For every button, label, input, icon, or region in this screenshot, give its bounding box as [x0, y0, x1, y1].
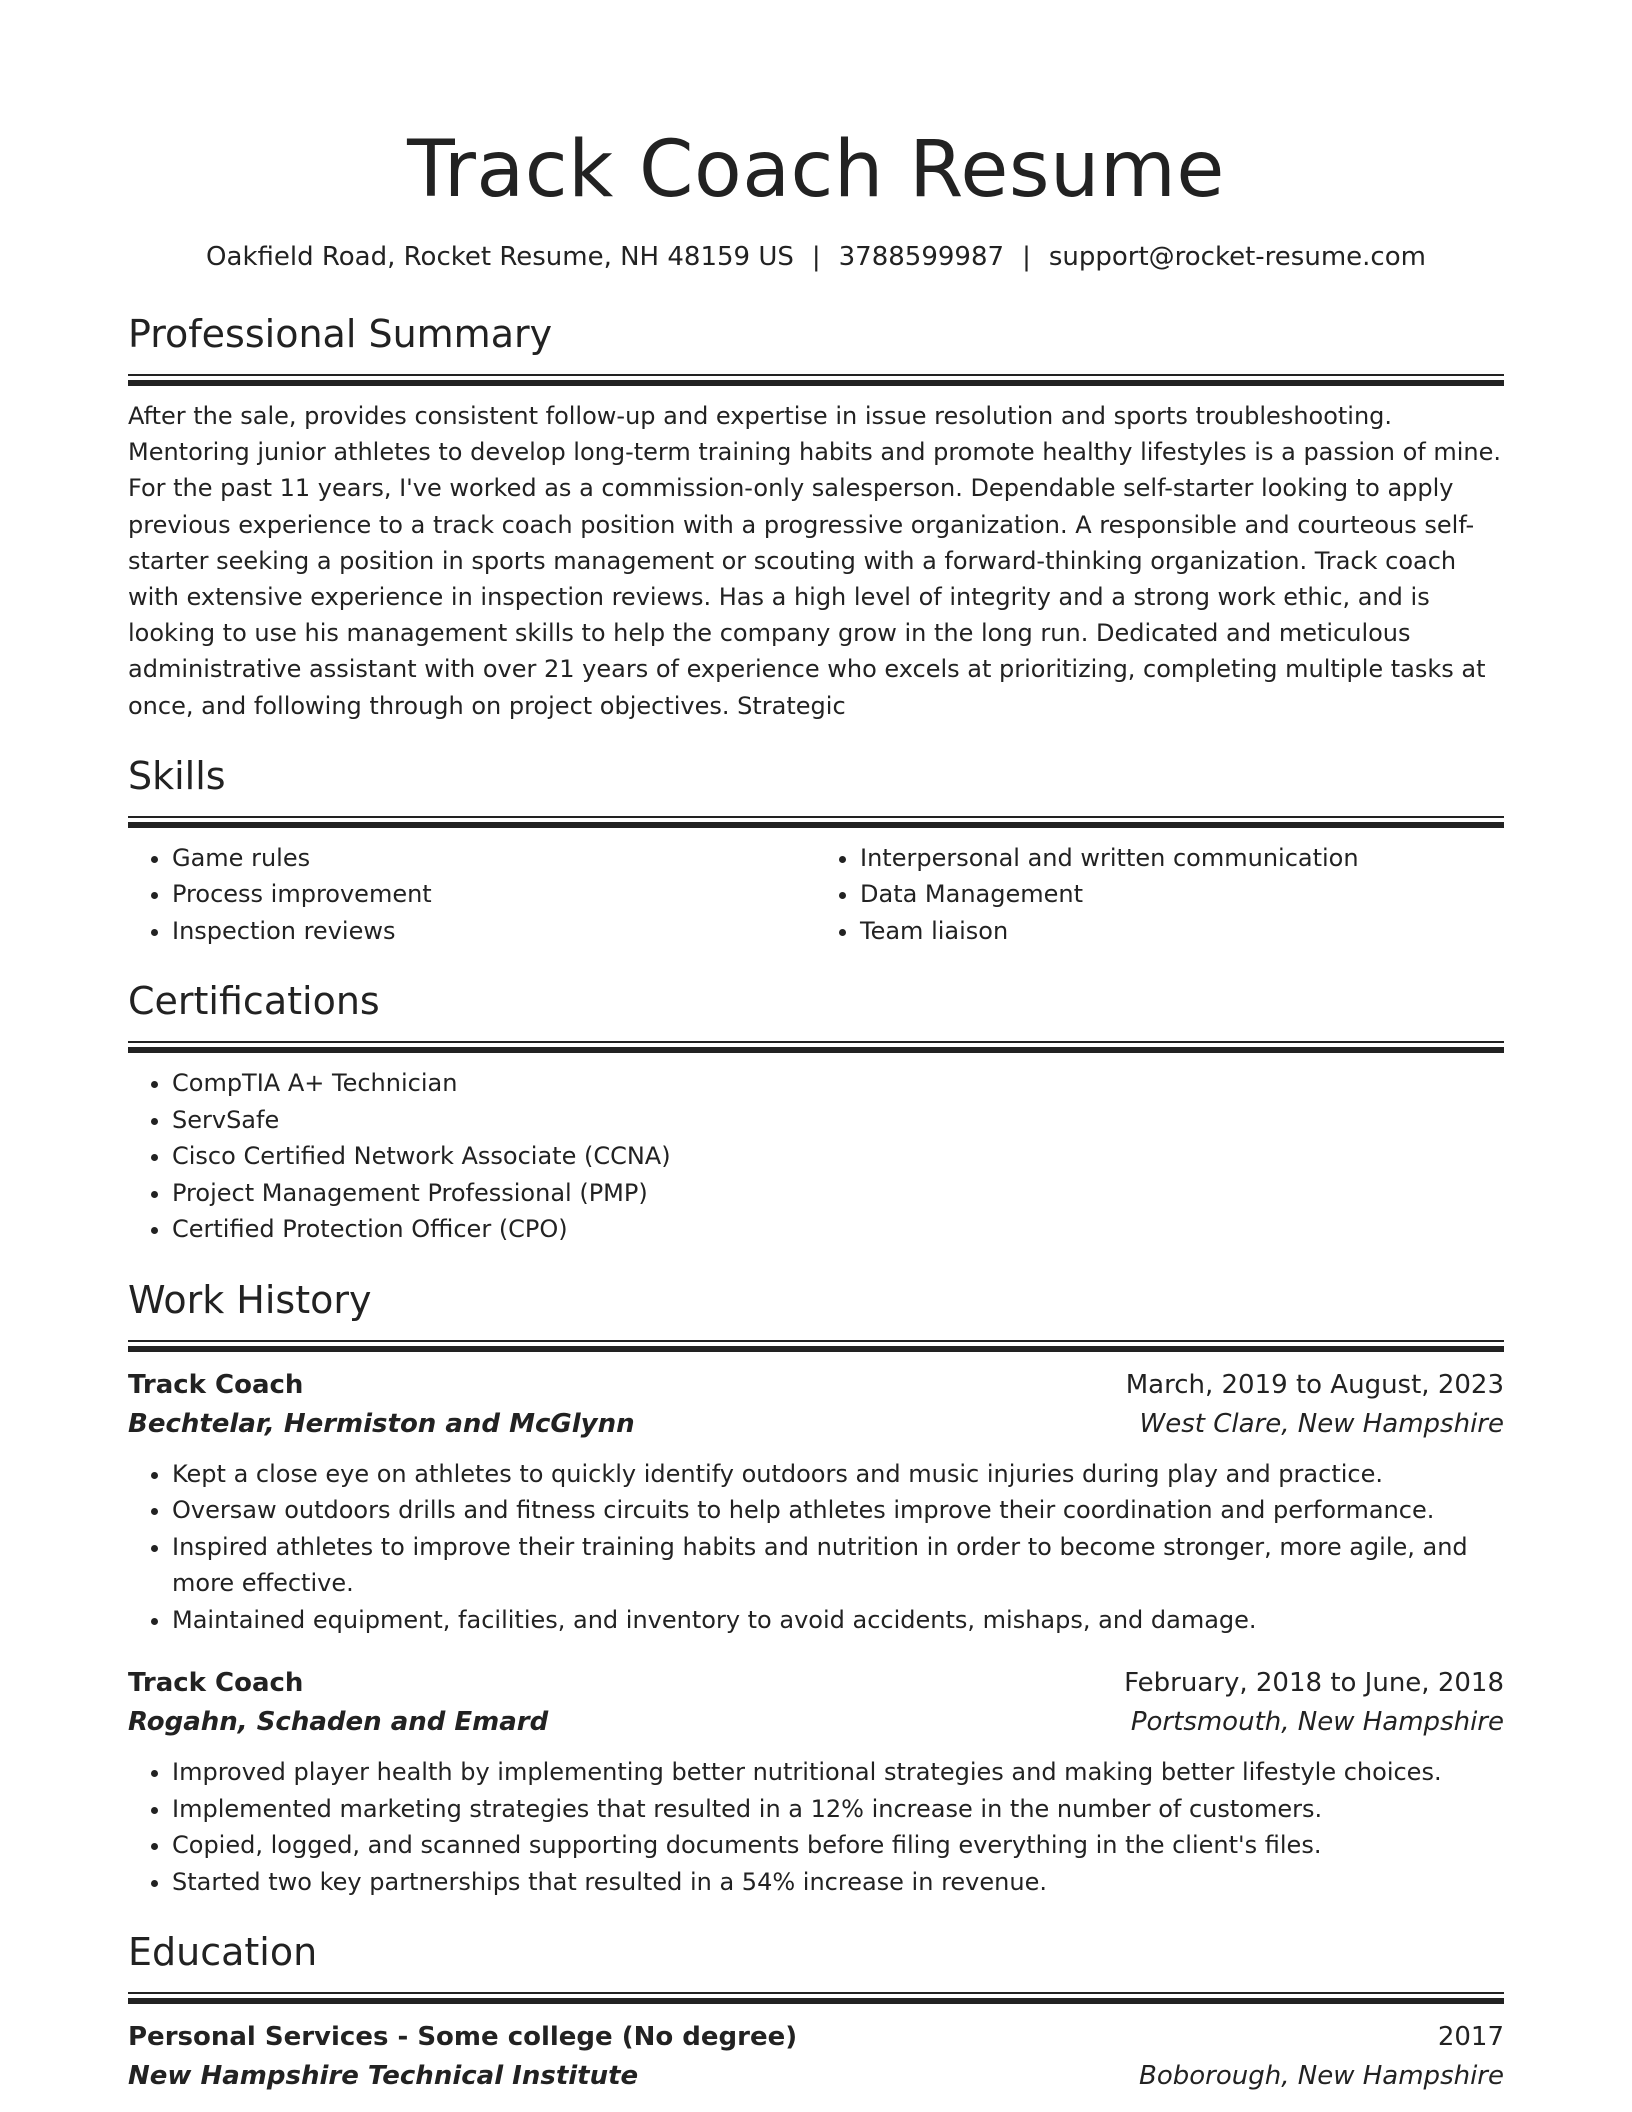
skills-section [128, 750, 1504, 950]
section-rule [128, 816, 1504, 828]
education-year: 2017 [1437, 2022, 1504, 2053]
education-school: New Hampshire Technical Institute [128, 2061, 639, 2092]
job-bullets [128, 1754, 1504, 1900]
summary-text: After the sale, provides consistent follow-up and expertise in issue resolution and sports troubleshooting. Mentoring junior athletes to develop long-term training habits and promote healthy lifestyles is a passion of mine. For the past 11 years, I've worked as a commission-only salesperson. Dependable self-starter looking to apply previous experience to a track coach position with a progressive organization. A responsible and courteous self-starter seeking a position in sports management or scouting with a forward-thinking organization. Track coach with extensive experience in inspection reviews. Has a high level of integrity and a strong work ethic, and is looking to use his management skills to help the company grow in the long run. Dedicated and meticulous administrative assistant with over 21 years of experience who excels at prioritizing, completing multiple tasks at once, and following through on project objectives. Strategic [128, 402, 1501, 720]
job-subheader-row [128, 1405, 1504, 1444]
job-company: Bechtelar, Hermiston and McGlynn [128, 1408, 635, 1439]
education-heading: Education [128, 1930, 318, 1975]
job-location: Portsmouth, New Hampshire [1130, 1707, 1504, 1738]
section-rule [128, 1340, 1504, 1352]
contact-separator: | [1022, 242, 1031, 272]
contact-address: Oakfield Road, Rocket Resume, NH 48159 US [206, 242, 794, 272]
education-location: Boborough, New Hampshire [1139, 2061, 1504, 2092]
job-title: Track Coach [128, 1369, 304, 1400]
section-rule [128, 374, 1504, 386]
contact-email: support@rocket-resume.com [1048, 242, 1426, 272]
work-history-heading: Work History [128, 1277, 372, 1322]
work-history-section [128, 1274, 1504, 1901]
certification-item: • Project Management Professional (PMP) [172, 1175, 1504, 1212]
job-bullet: • Started two key partnerships that resulted in a 54% increase in revenue. [172, 1864, 1504, 1901]
summary-section [128, 308, 1504, 724]
job-entry [128, 1664, 1504, 1900]
skills-grid [128, 840, 1504, 950]
education-degree: Personal Services - Some college (No degree) [128, 2022, 798, 2053]
skill-item: • Process improvement [172, 876, 816, 913]
job-entry [128, 1366, 1504, 1639]
job-bullet: • Inspired athletes to improve their training habits and nutrition in order to become stronger, more agile, and more effective. [172, 1529, 1504, 1602]
contact-line [128, 240, 1504, 274]
job-header-row [128, 1664, 1504, 1703]
certifications-list [128, 1065, 1504, 1248]
certification-item: • Certified Protection Officer (CPO) [172, 1211, 1504, 1248]
certification-item: • ServSafe [172, 1102, 1504, 1139]
resume-title: Track Coach Resume [407, 125, 1225, 215]
skill-item: • Data Management [860, 876, 1504, 913]
job-header-row [128, 1366, 1504, 1405]
skill-item: • Game rules [172, 840, 816, 877]
skills-heading: Skills [128, 753, 226, 798]
job-subheader-row [128, 1703, 1504, 1742]
education-subheader-row [128, 2057, 1504, 2096]
job-bullet: • Kept a close eye on athletes to quickly identify outdoors and music injuries during play and practice. [172, 1456, 1504, 1493]
job-company: Rogahn, Schaden and Emard [128, 1707, 549, 1738]
certifications-section [128, 975, 1504, 1248]
certification-item: • Cisco Certified Network Associate (CCNA) [172, 1138, 1504, 1175]
education-section [128, 1926, 1504, 2096]
contact-phone: 3788599987 [838, 242, 1005, 272]
job-title: Track Coach [128, 1668, 304, 1699]
job-dates: February, 2018 to June, 2018 [1124, 1668, 1504, 1699]
skill-item: • Team liaison [860, 913, 1504, 950]
job-location: West Clare, New Hampshire [1139, 1408, 1504, 1439]
summary-heading: Professional Summary [128, 312, 553, 356]
skill-item: • Interpersonal and written communication [860, 840, 1504, 877]
education-header-row [128, 2018, 1504, 2057]
skills-list-left [128, 840, 816, 950]
section-rule [128, 1041, 1504, 1053]
job-dates: March, 2019 to August, 2023 [1125, 1369, 1504, 1400]
job-bullet: • Copied, logged, and scanned supporting documents before filing everything in the client's files. [172, 1827, 1504, 1864]
job-bullet: • Oversaw outdoors drills and fitness circuits to help athletes improve their coordination and performance. [172, 1492, 1504, 1529]
contact-separator: | [811, 242, 821, 272]
job-bullet: • Maintained equipment, facilities, and inventory to avoid accidents, mishaps, and damage. [172, 1602, 1504, 1639]
skills-list-right [816, 840, 1504, 950]
certification-item: • CompTIA A+ Technician [172, 1065, 1504, 1102]
education-entry [128, 2018, 1504, 2096]
skill-item: • Inspection reviews [172, 913, 816, 950]
job-bullet: • Improved player health by implementing better nutritional strategies and making better lifestyle choices. [172, 1754, 1504, 1791]
section-rule [128, 1992, 1504, 2004]
job-bullet: • Implemented marketing strategies that resulted in a 12% increase in the number of customers. [172, 1791, 1504, 1828]
certifications-heading: Certifications [128, 979, 380, 1024]
job-bullets [128, 1456, 1504, 1639]
